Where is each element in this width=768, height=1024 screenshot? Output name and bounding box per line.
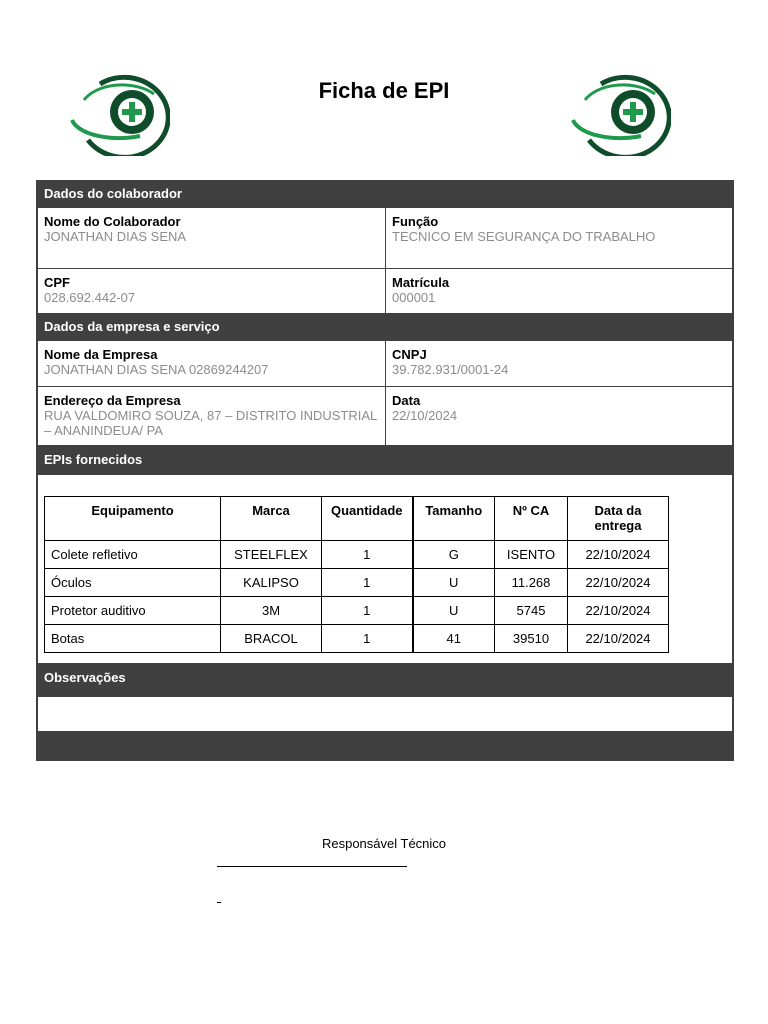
table-cell: G (413, 541, 495, 569)
table-cell: 3M (221, 597, 322, 625)
table-cell: 41 (413, 625, 495, 653)
nome-empresa-value: JONATHAN DIAS SENA 02869244207 (44, 362, 269, 377)
column-header: Tamanho (413, 497, 495, 541)
endereco-value: RUA VALDOMIRO SOUZA, 87 – DISTRITO INDUSTRIAL – ANANINDEUA/ PA (44, 408, 377, 438)
table-cell: BRACOL (221, 625, 322, 653)
table-cell: 22/10/2024 (568, 569, 669, 597)
epis-area (36, 475, 734, 663)
table-row (45, 625, 669, 653)
empresa-row-2 (36, 386, 734, 445)
data-cell (386, 387, 732, 445)
table-cell: STEELFLEX (221, 541, 322, 569)
cnpj-label: CNPJ (392, 347, 427, 362)
table-cell: 1 (322, 597, 413, 625)
signature-label: Responsável Técnico (321, 836, 447, 851)
table-cell: Colete refletivo (45, 541, 221, 569)
table-cell: U (413, 597, 495, 625)
colaborador-row-1 (36, 208, 734, 268)
column-header: Marca (221, 497, 322, 541)
epi-form (36, 180, 734, 761)
table-cell: 1 (322, 569, 413, 597)
column-header: Quantidade (322, 497, 413, 541)
nome-empresa-label: Nome da Empresa (44, 347, 158, 362)
nome-colaborador-cell (38, 208, 386, 268)
nome-empresa-cell (38, 341, 386, 386)
funcao-cell (386, 208, 732, 268)
section-header-epis: EPIs fornecidos (36, 445, 734, 475)
table-cell: 22/10/2024 (568, 597, 669, 625)
section-header-observacoes: Observações (36, 663, 734, 697)
cnpj-value: 39.782.931/0001-24 (392, 362, 509, 377)
table-cell: KALIPSO (221, 569, 322, 597)
table-cell: ISENTO (495, 541, 568, 569)
table-cell: 1 (322, 541, 413, 569)
column-header: Data da entrega (568, 497, 669, 541)
section-header-empresa: Dados da empresa e serviço (36, 313, 734, 341)
observacoes-field[interactable] (36, 697, 734, 731)
column-header: Nº CA (495, 497, 568, 541)
table-cell: 22/10/2024 (568, 625, 669, 653)
signature-underscore (217, 902, 221, 903)
table-row (45, 569, 669, 597)
cnpj-cell (386, 341, 732, 386)
column-header: Equipamento (45, 497, 221, 541)
table-cell: Protetor auditivo (45, 597, 221, 625)
colaborador-row-2 (36, 268, 734, 313)
matricula-label: Matrícula (392, 275, 450, 290)
epis-table (44, 496, 669, 653)
cpf-cell (38, 269, 386, 313)
table-cell: 5745 (495, 597, 568, 625)
table-row (45, 597, 669, 625)
funcao-value: TECNICO EM SEGURANÇA DO TRABALHO (392, 229, 656, 244)
nome-colaborador-label: Nome do Colaborador (44, 214, 181, 229)
endereco-label: Endereço da Empresa (44, 393, 181, 408)
table-cell: U (413, 569, 495, 597)
table-cell: 11.268 (495, 569, 568, 597)
funcao-label: Função (392, 214, 439, 229)
epis-header-row (45, 497, 669, 541)
data-label: Data (392, 393, 421, 408)
matricula-value: 000001 (392, 290, 436, 305)
page-title: Ficha de EPI (318, 78, 450, 103)
signature-line (217, 866, 407, 867)
section-header-colaborador: Dados do colaborador (36, 180, 734, 208)
cpf-label: CPF (44, 275, 70, 290)
empresa-row-1 (36, 341, 734, 386)
nome-colaborador-value: JONATHAN DIAS SENA (44, 229, 187, 244)
footer-bar (36, 731, 734, 761)
matricula-cell (386, 269, 732, 313)
endereco-cell (38, 387, 386, 445)
table-cell: 22/10/2024 (568, 541, 669, 569)
table-cell: Botas (45, 625, 221, 653)
table-cell: Óculos (45, 569, 221, 597)
cpf-value: 028.692.442-07 (44, 290, 136, 305)
table-row (45, 541, 669, 569)
table-cell: 39510 (495, 625, 568, 653)
table-cell: 1 (322, 625, 413, 653)
data-value: 22/10/2024 (392, 408, 458, 423)
